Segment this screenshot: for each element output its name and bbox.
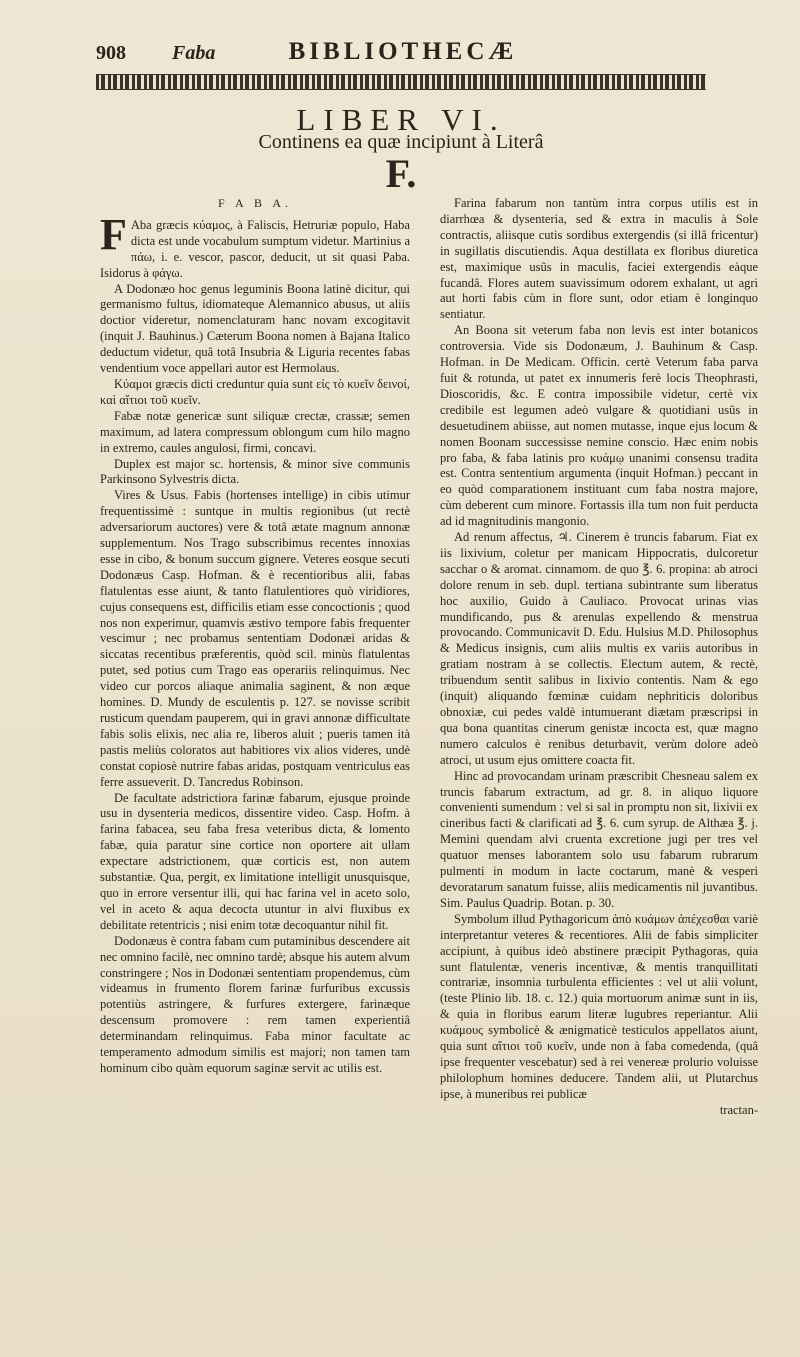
- paragraph: A Dodonæo hoc genus leguminis Boona latinè dicitur, qui germanismo fultus, idiomateque Alemannico abusus, ut aliis doctior videretur, nomenclaturam hanc novam excogitavit (inquit J. Bauhinus.) Cæterum Boona nomen à Bajana Italico deductum videtur, quâ totâ Insubria & Liguria recentes fabas vendentium voce appellari autor est Hermolaus.: [100, 281, 410, 376]
- book-subtitle: Continens ea quæ incipiunt à Literâ: [258, 131, 544, 153]
- paragraph: Κύαμοι græcis dicti creduntur quia sunt εἰς τὸ κυεῖν δεινοί, καὶ αἴτιοι τοῦ κυεῖν.: [100, 376, 410, 407]
- ornamental-rule: [96, 74, 706, 90]
- paragraph: Vires & Usus. Fabis (hortenses intellige) in cibis utimur frequentissimè : suntque in multis regionibus (ut rectè adversariorum auctores) vere & totâ ætate magnum annonæ supplementum. Nos Trago subscribimus recentes innoxias esse in cibo, & bonum succum gignere. Veteres eosque secuti Dodonæus Casp. Hofman. & è recentioribus alii, fabas flatulentas esse aiunt, & tanto flatulentiores quò viridiores, cujus consequens est, difficilis etiam esse concoctionis ; quod nos non experimur, quamvis æstivo tempore fabis frequenter vescimur ; nec probamus sententiam Dodonæi aridas & siccatas recentibus præferentis, quòd scil. minùs flatulentas putet, sed potius cum Trago eas operariis relinquimus. Nec video cur porcos aliaque animalia saginent, & non æque homines. D. Mundy de esculentis p. 127. se novisse scribit rusticum quendam pauperem, qui in gravi annonæ difficultate fabis solis elixis, nec alia re, liberos aluit ; pueris tamen ità pastis meliùs coloratos aut habitiores vix alios videres, undè constat copiosè nutrire fabas aridas, postquam ventriculus eas ferre assueverit. D. Tancredus Robinson.: [100, 488, 410, 789]
- running-head-title: BIBLIOTHECÆ: [288, 38, 518, 65]
- paragraph: Symbolum illud Pythagoricum ἀπὸ κυάμων ἀπέχεσθαι variè interpretantur veteres & recentiores. Alii de fabis simpliciter accipiunt, à quibus ideò abstinere præcipit Pythagoras, quia sunt flatulentæ, veneris incentivæ, & mentis tranquillitati contrariæ, insomnia turbulenta efficientes : vel ut alii volunt, (teste Plinio lib. 18. c. 12.) quia mortuorum animæ sunt in iis, & quia in floribus earum literæ lugubres reperiantur. Alii κυάμους symbolicè & ænigmaticè testiculos appellatos aiunt, quia sunt αἴτιοι τοῦ κυεῖν, unde non à faba comedenda, (quâ ipse frequenter vescebatur) sed à rei venereæ prolurio voluisse philolophum homines deducere. Tandem alii, ut Plutarchus ipse, à muneribus rei publicæ: [440, 911, 758, 1101]
- running-head: [96, 38, 710, 68]
- catchword: tractan-: [719, 1102, 758, 1117]
- paragraph: Dodonæus è contra fabam cum putaminibus descendere ait nec omnino facilè, nec omnino tardè; absque his autem alvum constringere ; Nos in Dodonæi sententiam propendemus, cùm videamus in frumento florem farinæ furfuribus excussis potentiùs astringere, & furfures extergere, farinæque descensum promovere : rem tamen experientiâ determinandam relinquimus. Faba minor facultate ac temperamento admodum similis est majori; non tamen tam hominum cibo quàm equorum saginæ servit ac utilis est.: [100, 933, 410, 1075]
- drop-cap: F: [100, 209, 127, 259]
- paragraph-text: Aba græcis κύαμος, à Faliscis, Hetruriæ populo, Haba dicta est unde vocabulum sumptum videtur. Martinius a πάω, i. e. vescor, pascor, deducit, ut sit quasi Paba. Isidorus à φάγω.: [100, 217, 410, 280]
- paragraph: Farina fabarum non tantùm intra corpus utilis est in diarrhœa & dysenteria, sed & extra in maculis à Sole contractis, aliisque cutis sordibus extergendis (si illâ fricentur) in sugillatis discutiendis. Aqua destillata ex floribus diuretica est, maximique usûs in maculis, faciei extergendis eàque fucandâ. Flores autem suavissimum odorem exhalant, ut agri aut horti fabis cùm in flore sunt, odor etiam è longinquo sentiatur.: [440, 196, 758, 322]
- paragraph: Hinc ad provocandam urinam præscribit Chesneau salem ex truncis fabarum extractum, ad gr. 8. in aliquo liquore convenienti sumendum : vel si sal in promptu non sit, lixivii ex cineribus facti & clarificati ad ℥. 6. cum syrup. de Althæa ℥. j. Memini quendam alvi cruenta excretione jugi per tres vel quatuor menses laborantem solo usu fabarum rubrarum pulmenti in modum in lacte coctarum, manè & vesperi devoratarum sanatum fuisse, aliis medicamentis nil juvantibus. Sim. Paulus Quadrip. Botan. p. 30.: [440, 768, 758, 910]
- paragraph: Duplex est major sc. hortensis, & minor sive communis Parkinsono Sylvestris dicta.: [100, 456, 410, 487]
- book-title: LIBER VI.: [296, 102, 506, 137]
- paragraph: An Boona sit veterum faba non levis est inter botanicos controversia. Vide sis Dodonæum, J. Bauhinum & Casp. Hofman. in De Medicam. Officin. certè Veterum faba parva fuit & rotunda, ut patet ex innumeris ferè locis Theophrasti, Dioscoridis, &c. E contra impossibile videtur, certè vix credibile est legumen adeò vulgare & quotidiani usûs in desuetudinem abiisse, aut nomen mutasse, inque ejus locum & nomen Boonam successisse nemine conscio. Hæc enim nobis pro faba, & faba latinis pro κυάμῳ unanimi consensu tradita est. Contra sententium argumenta (inquit Hofman.) peccant in eo quòd comparationem instituant cum faba nostra majore, cùm deberent cum minore. Fortassis illa tum non fuit perducta ad id magnitudinis mangonio.: [440, 323, 758, 529]
- paragraph: Ad renum affectus, ♃. Cinerem è truncis fabarum. Fiat ex iis lixivium, coletur per manicam Hippocratis, dulcoretur sacchar o & aromat. cinnamom. de quo ℥. 6. propina: ab atroci dolore renum in seb. dupl. tertiana subintrante sum liberatus hoc auxilio, Guido à Cauliaco. Provocat urinas vias mundificando, pus & arenulas expellendo & menstrua provocando. Communicavit D. Edu. Hulsius M.D. Philosophus & Medicus insignis, cum aliis multis ex variis autoribus in gratiam nostram à se collectis. Electum autem, & rectè, tribuendum sentit salibus in lixivio contentis. Nam & ego (inquit) aliquando fœminæ cuidam nephriticis doloribus obnoxiæ, cui pedes valdè intumuerant diætam præscripsi in qua bona quantitas cinerum genistæ incocta est, quæ magno numero calculos è renibus deturbavit, verùm dolore adeò atroci, ut usum ejus omittere coacta fit.: [440, 530, 758, 767]
- running-head-word: Faba: [172, 42, 216, 64]
- paragraph: [100, 209, 410, 282]
- paragraph: Fabæ notæ genericæ sunt siliquæ crectæ, crassæ; semen maximum, ad latera compressum oblongum cum hilo magno in extremo, caules angulosi, firmi, concavi.: [100, 408, 410, 455]
- paragraph: De facultate adstrictiora farinæ fabarum, ejusque proinde usu in dysenteria medicos, dissentire video. Casp. Hofm. à farina fabacea, seu faba fresa veteribus dicta, & lomento fabæ, quia paratur sine cortice non oportere ait ullam expectare adstrictionem, quæ corticis est, non autem substantiæ. Qua, pergit, ex limitatione intelligit unusquisque, quo in errore versentur illi, qui hac farina vel in aceto solo, vel in aceto & aqua decocta utuntur in alvi fluxibus ex debilitate retentricis ; nisi enim totæ decoquantur nihil fit.: [100, 790, 410, 932]
- page-number: 908: [96, 42, 126, 64]
- right-column: [440, 196, 758, 1119]
- left-column: [100, 196, 410, 1077]
- section-letter: F.: [385, 151, 417, 196]
- entry-title: F A B A.: [217, 196, 293, 210]
